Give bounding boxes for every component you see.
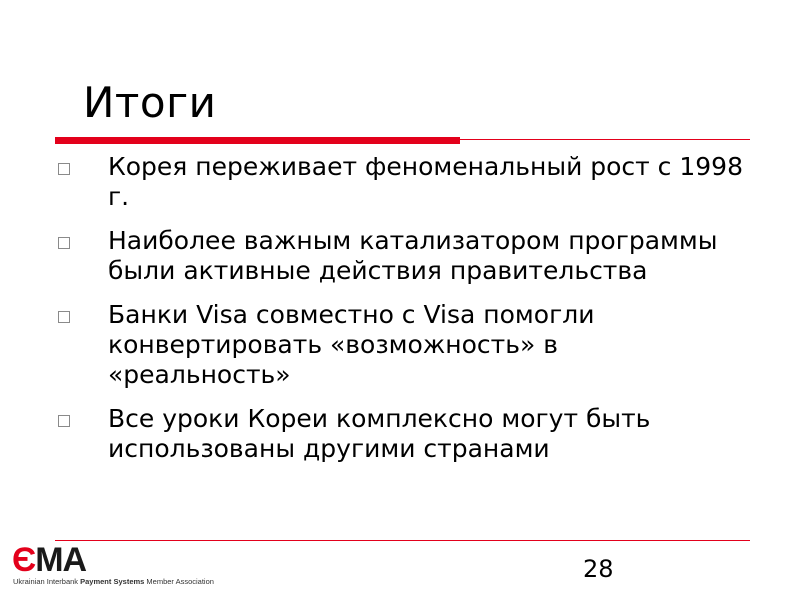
logo-caption — [13, 577, 214, 586]
logo-letter-e: Є — [12, 541, 36, 579]
square-bullet-icon — [58, 311, 70, 323]
square-bullet-icon — [58, 163, 70, 175]
page-number: 28 — [583, 555, 614, 583]
ema-logo — [12, 543, 252, 593]
footer-divider — [55, 540, 750, 541]
bullet-item — [55, 300, 745, 390]
bullet-item — [55, 404, 745, 464]
logo-caption-end: Member Association — [144, 577, 214, 586]
bullet-text: Все уроки Кореи комплексно могут быть использованы другими странами — [108, 404, 651, 463]
logo-caption-start: Ukrainian Interbank — [13, 577, 81, 586]
bullet-text: Наиболее важным катализатором программы были активные действия правительства — [108, 226, 718, 285]
bullet-list — [55, 152, 745, 478]
bullet-text: Корея переживает феноменальный рост с 1998 г. — [108, 152, 743, 211]
title-divider-thick — [55, 137, 460, 144]
logo-wordmark — [12, 543, 86, 577]
slide-title: Итоги — [83, 78, 217, 127]
bullet-item — [55, 226, 745, 286]
square-bullet-icon — [58, 415, 70, 427]
square-bullet-icon — [58, 237, 70, 249]
bullet-item — [55, 152, 745, 212]
logo-caption-bold: Payment Systems — [80, 577, 145, 586]
logo-letters-ma: MA — [35, 541, 87, 579]
bullet-text: Банки Visa совместно с Visa помогли конвертировать «возможность» в «реальность» — [108, 300, 595, 389]
